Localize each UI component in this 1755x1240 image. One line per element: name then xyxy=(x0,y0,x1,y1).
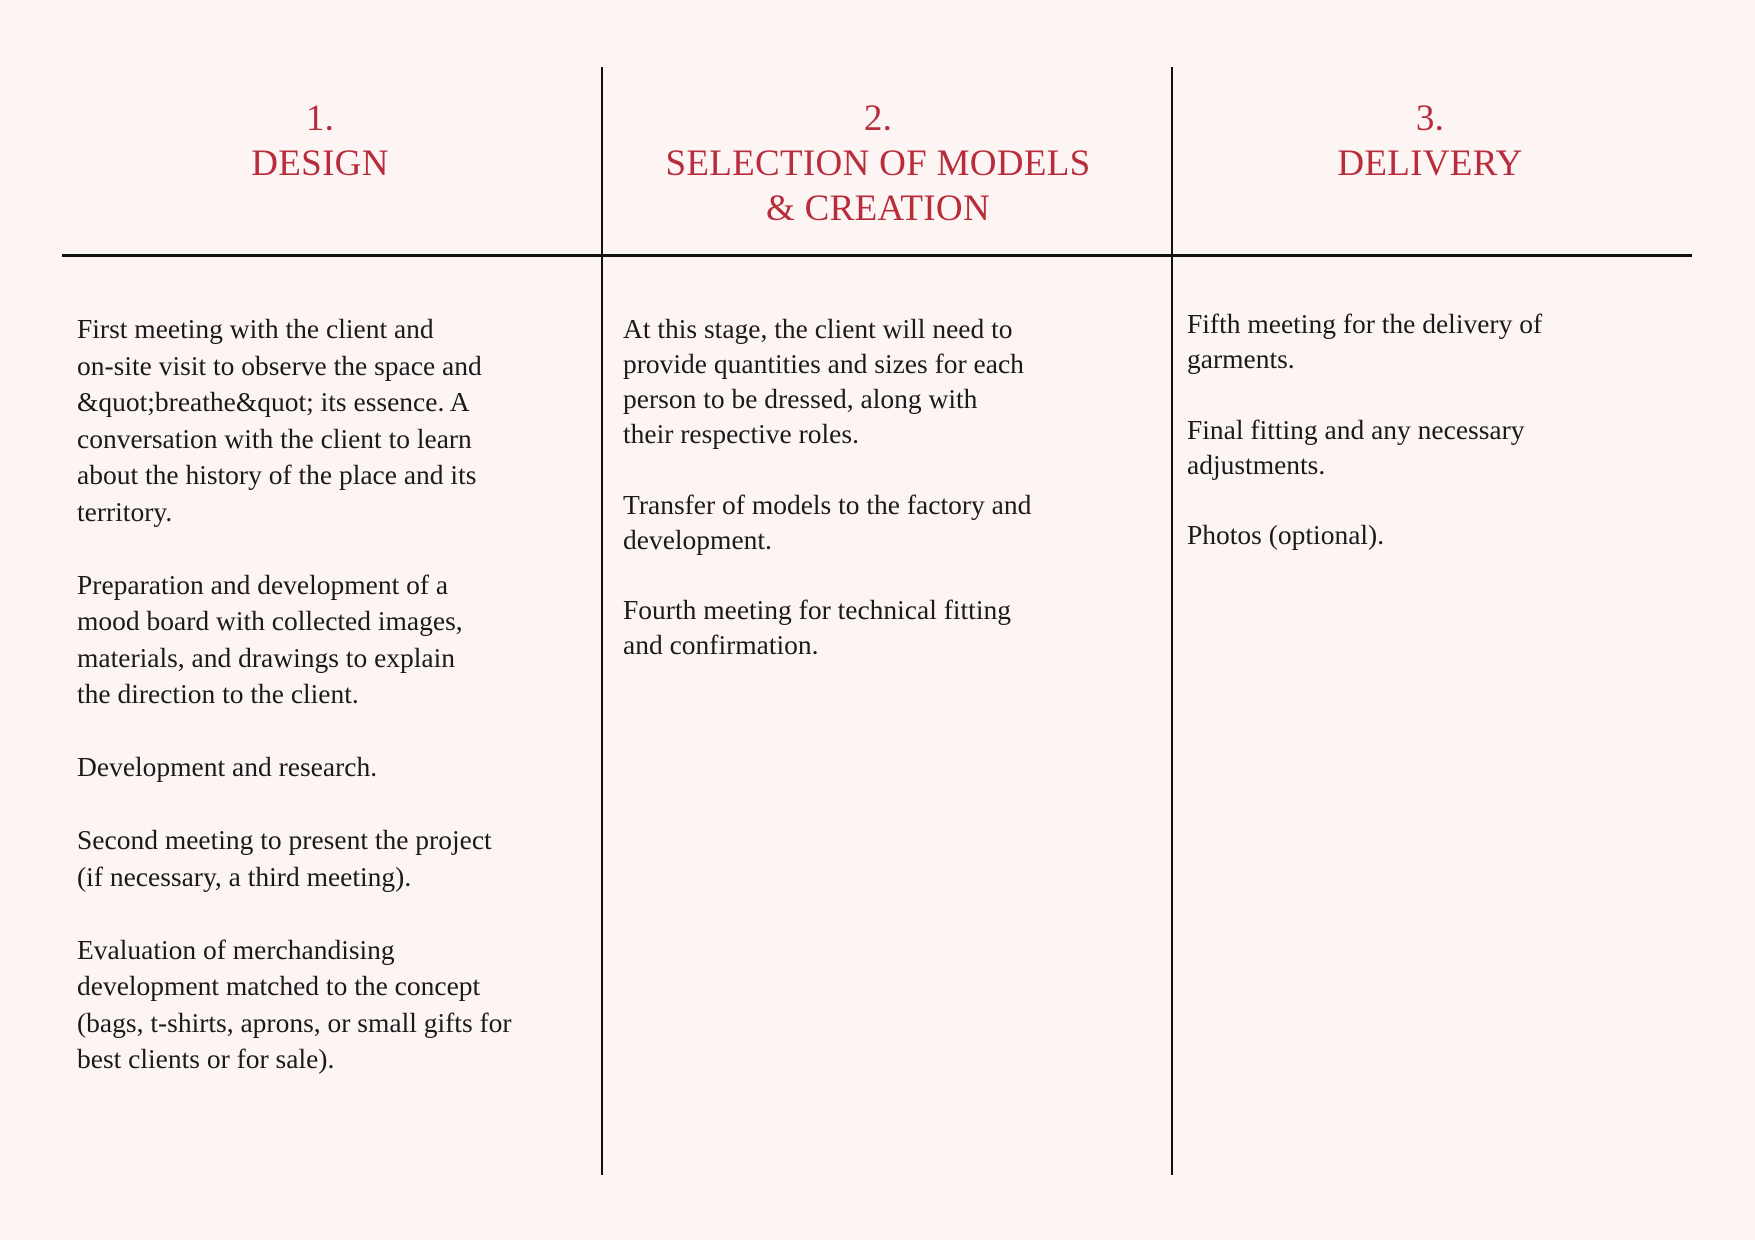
step-number: 2. xyxy=(863,98,893,139)
step-number: 1. xyxy=(305,98,335,139)
column-body-selection xyxy=(623,311,1163,698)
step-paragraph: Evaluation of merchandising development matched to the concept (bags, t-shirts, aprons, or small gifts for best clients or for sale). xyxy=(77,933,512,1074)
column-divider-2 xyxy=(1171,67,1173,1175)
step-paragraph: Transfer of models to the factory and development. xyxy=(623,488,1032,555)
step-title: SELECTION OF MODELS & CREATION xyxy=(665,143,1091,229)
column-body-design xyxy=(77,311,597,1114)
column-heading-delivery xyxy=(1200,96,1660,186)
step-paragraph: Fifth meeting for the delivery of garments. xyxy=(1187,308,1543,374)
step-paragraph: Development and research. xyxy=(77,751,378,782)
column-divider-1 xyxy=(601,67,603,1175)
step-paragraph: Final fitting and any necessary adjustments. xyxy=(1187,413,1525,480)
column-heading-selection xyxy=(628,96,1128,231)
step-paragraph: Photos (optional). xyxy=(1187,519,1385,550)
step-paragraph: Preparation and development of a mood board with collected images, materials, and drawings to explain the direction to the client. xyxy=(77,568,463,709)
step-paragraph: Second meeting to present the project (if necessary, a third meeting). xyxy=(77,824,492,892)
header-divider xyxy=(62,254,1692,257)
step-title: DESIGN xyxy=(251,143,389,184)
step-paragraph: First meeting with the client and on-site visit to observe the space and &quot;breathe&quot; its essence. A conversation with the client to learn about the history of the place and its territory. xyxy=(77,313,482,527)
step-paragraph: At this stage, the client will need to provide quantities and sizes for each person to be dressed, along with their respective roles. xyxy=(623,313,1024,449)
step-paragraph: Fourth meeting for technical fitting and confirmation. xyxy=(623,594,1011,660)
step-number: 3. xyxy=(1415,98,1445,139)
step-title: DELIVERY xyxy=(1337,143,1523,184)
column-body-delivery xyxy=(1187,306,1687,588)
column-heading-design xyxy=(90,96,550,186)
